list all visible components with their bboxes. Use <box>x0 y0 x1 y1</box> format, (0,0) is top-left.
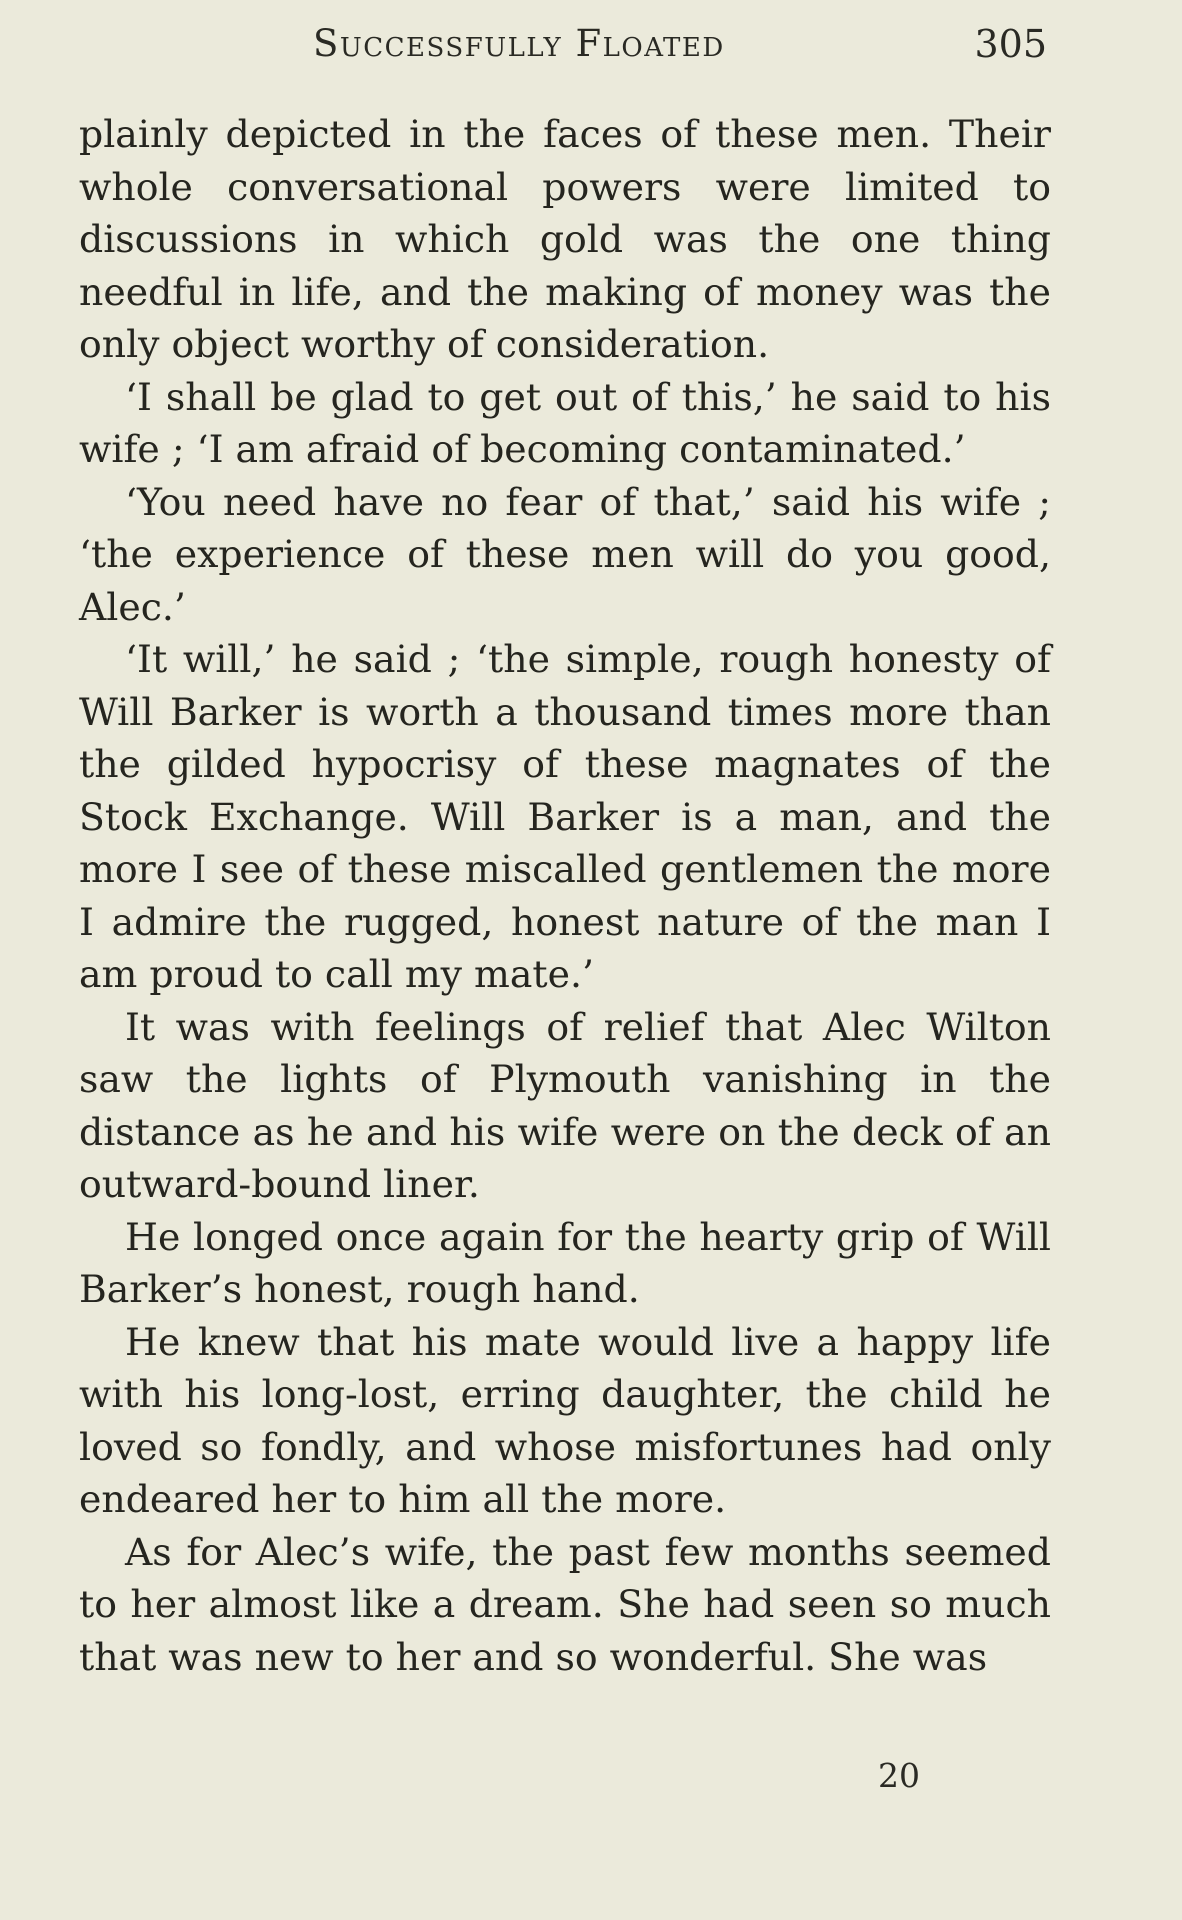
paragraph: He longed once again for the hearty grip of Will Barker’s honest, rough hand. <box>79 1214 1051 1311</box>
paragraph: plainly depicted in the faces of these men. Their whole conversational powers were limited to discussions in which gold was the one thing needful in life, and the making of money was the only object worthy of consideration. <box>79 112 1051 366</box>
paragraph: He knew that his mate would live a happy life with his long-lost, erring daughter, the child he loved so fondly, and whose misfortunes had only endeared her to him all the more. <box>79 1319 1051 1521</box>
running-title: Successfully Floated <box>313 22 725 65</box>
page-number: 305 <box>974 22 1047 66</box>
signature-mark: 20 <box>878 1756 920 1795</box>
paragraph: It was with feelings of relief that Alec Wilton saw the lights of Plymouth vanishing in the distance as he and his wife were on the deck of an outward-bound liner. <box>79 1004 1051 1206</box>
paragraph: ‘You need have no fear of that,’ said his wife ; ‘the experience of these men will do you good, Alec.’ <box>79 479 1051 629</box>
body-text <box>79 108 1051 1683</box>
paragraph: As for Alec’s wife, the past few months seemed to her almost like a dream. She had seen so much that was new to her and so wonderful. She was <box>79 1529 1051 1679</box>
page-header <box>79 22 1049 78</box>
paragraph: ‘I shall be glad to get out of this,’ he said to his wife ; ‘I am afraid of becoming contaminated.’ <box>79 374 1051 471</box>
paragraph: ‘It will,’ he said ; ‘the simple, rough honesty of Will Barker is worth a thousand times more than the gilded hypocrisy of these magnates of the Stock Exchange. Will Barker is a man, and the more I see of these miscalled gentlemen the more I admire the rugged, honest nature of the man I am proud to call my mate.’ <box>79 637 1051 996</box>
